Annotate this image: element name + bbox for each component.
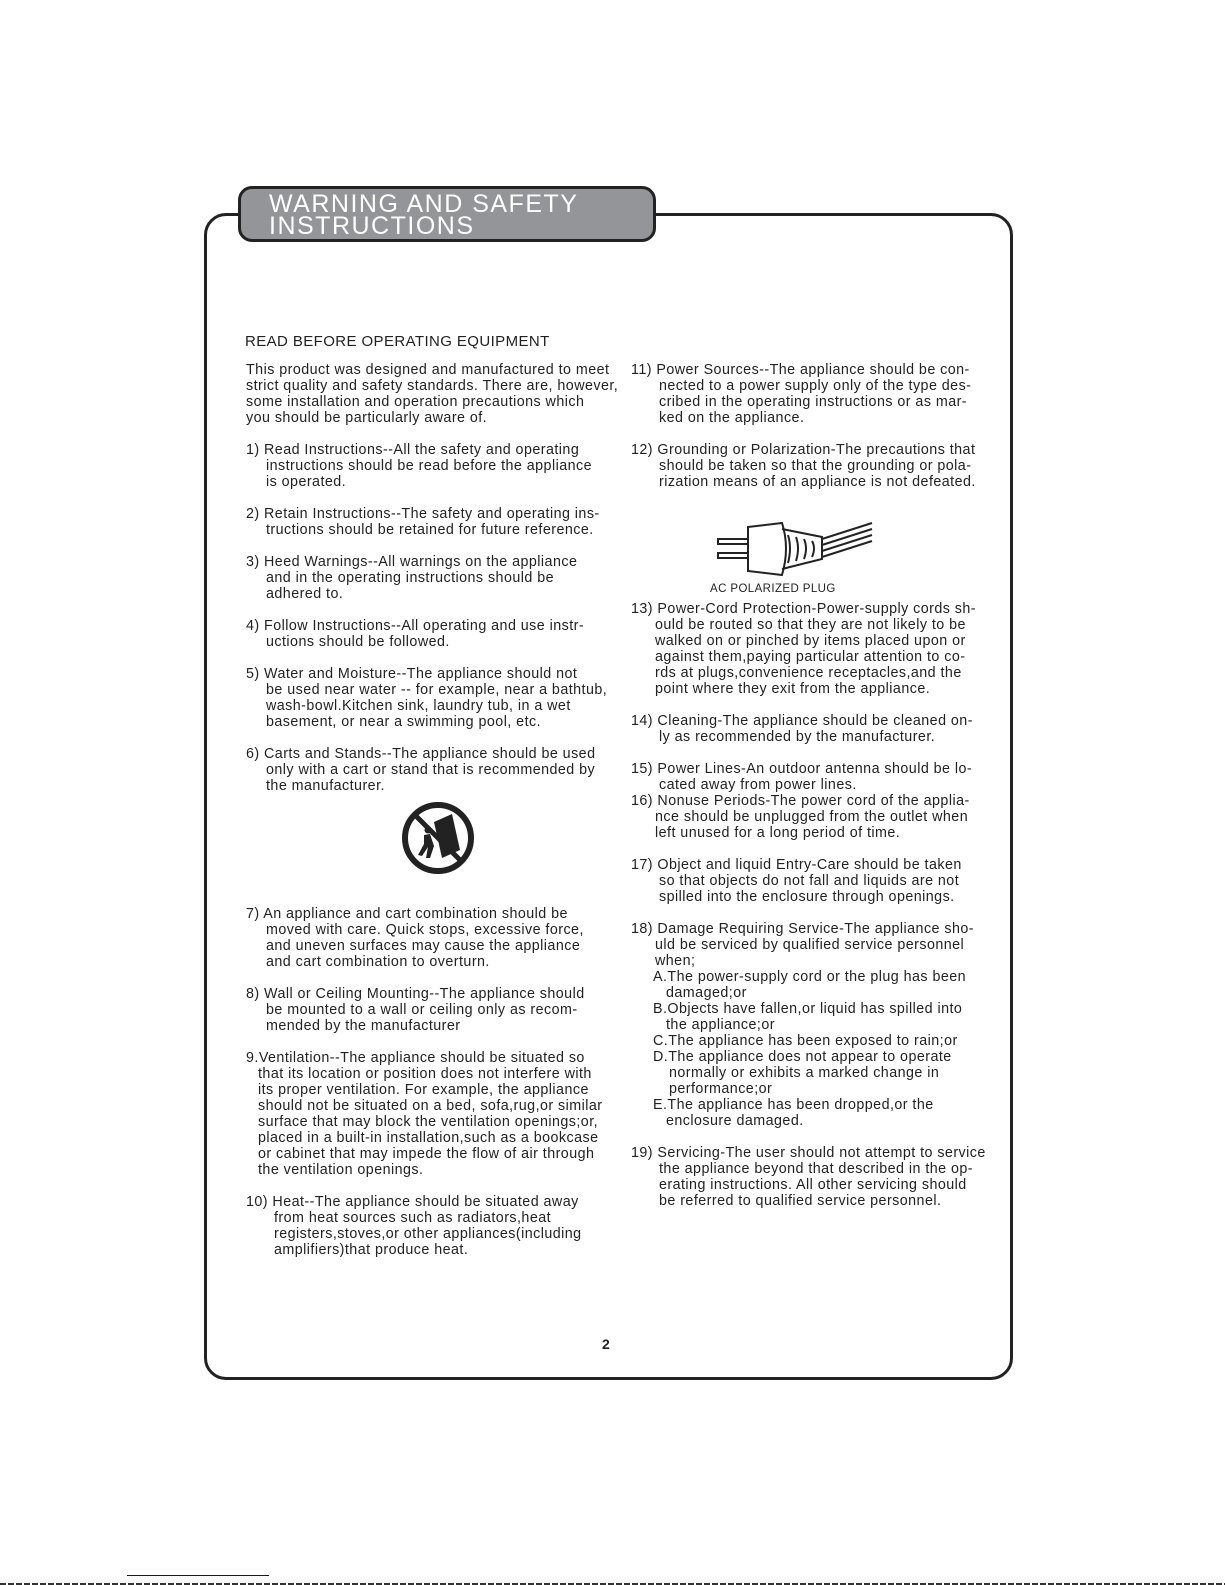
text-line: against them,paying particular attention to co- (655, 649, 966, 665)
text-line: should be taken so that the grounding or pola- (659, 458, 972, 474)
text-line: performance;or (669, 1081, 773, 1097)
right-paragraph-8 (631, 921, 1011, 1129)
text-line: ould be routed so that they are not likely to be (655, 617, 966, 633)
text-line: E.The appliance has been dropped,or the (653, 1097, 934, 1113)
right-paragraph-4 (631, 713, 1011, 745)
text-line: 1) Read Instructions--All the safety and operating (246, 442, 580, 458)
left-paragraph-3 (246, 506, 626, 538)
text-line: nce should be unplugged from the outlet when (655, 809, 969, 825)
right-paragraph-1 (631, 362, 1011, 426)
text-line: only with a cart or stand that is recommended by (266, 762, 596, 778)
text-line: wash-bowl.Kitchen sink, laundry tub, in a wet (266, 698, 571, 714)
text-line: left unused for a long period of time. (655, 825, 901, 841)
text-line: walked on or pinched by items placed upon or (655, 633, 966, 649)
right-paragraph-7 (631, 857, 1011, 905)
text-line: 13) Power-Cord Protection-Power-supply cords sh- (631, 601, 976, 617)
text-line: enclosure damaged. (666, 1113, 804, 1129)
text-line: the appliance beyond that described in the op- (659, 1161, 973, 1177)
text-line: when; (655, 953, 696, 969)
text-line: cribed in the operating instructions or as mar- (659, 394, 968, 410)
text-line: B.Objects have fallen,or liquid has spilled into (653, 1001, 963, 1017)
text-line: 10) Heat--The appliance should be situated away (246, 1194, 579, 1210)
text-line: 9.Ventilation--The appliance should be situated so (246, 1050, 585, 1066)
text-line: some installation and operation precautions which (246, 394, 585, 410)
page-number: 2 (602, 1336, 610, 1352)
right-paragraph-6 (631, 793, 1011, 841)
text-line: 12) Grounding or Polarization-The precautions that (631, 442, 976, 458)
ac-polarized-plug-icon (712, 515, 877, 585)
text-line: 11) Power Sources--The appliance should be con- (631, 362, 970, 378)
text-line: surface that may block the ventilation openings;or, (258, 1114, 599, 1130)
text-line: This product was designed and manufactured to meet (246, 362, 610, 378)
right-paragraph-5 (631, 761, 1011, 793)
left-paragraph-4 (246, 554, 626, 602)
text-line: spilled into the enclosure through openings. (659, 889, 955, 905)
text-line: be used near water -- for example, near a bathtub, (266, 682, 608, 698)
text-line: ked on the appliance. (659, 410, 805, 426)
text-line: amplifiers)that produce heat. (274, 1242, 469, 1258)
text-line: 16) Nonuse Periods-The power cord of the applia- (631, 793, 970, 809)
text-line: cated away from power lines. (659, 777, 857, 793)
right-paragraph-2 (631, 442, 1011, 490)
underline-mark (127, 1575, 269, 1576)
text-line: the ventilation openings. (258, 1162, 424, 1178)
text-line: 2) Retain Instructions--The safety and operating ins- (246, 506, 600, 522)
section-heading: READ BEFORE OPERATING EQUIPMENT (245, 333, 550, 350)
left-paragraph-11 (246, 1194, 626, 1258)
text-line: point where they exit from the appliance. (655, 681, 931, 697)
text-line: tructions should be retained for future reference. (266, 522, 594, 538)
text-line: 17) Object and liquid Entry-Care should be taken (631, 857, 962, 873)
text-line: should not be situated on a bed, sofa,rug,or similar (258, 1098, 603, 1114)
left-paragraph-5 (246, 618, 626, 650)
text-line: 3) Heed Warnings--All warnings on the appliance (246, 554, 578, 570)
text-line: normally or exhibits a marked change in (669, 1065, 940, 1081)
section-title-tab (238, 186, 656, 242)
text-line: uld be serviced by qualified service personnel (655, 937, 965, 953)
text-line: adhered to. (266, 586, 344, 602)
right-paragraph-9 (631, 1145, 1011, 1209)
text-line: instructions should be read before the appliance (266, 458, 593, 474)
left-paragraph-2 (246, 442, 626, 490)
text-line: 6) Carts and Stands--The appliance should be used (246, 746, 596, 762)
text-line: its proper ventilation. For example, the appliance (258, 1082, 589, 1098)
left-paragraph-7 (246, 746, 626, 794)
text-line: 18) Damage Requiring Service-The appliance sho- (631, 921, 974, 937)
text-line: and cart combination to overturn. (266, 954, 490, 970)
text-line: C.The appliance has been exposed to rain;or (653, 1033, 958, 1049)
text-line: the appliance;or (666, 1017, 775, 1033)
section-title-line1: WARNING AND SAFETY (269, 190, 579, 218)
text-line: 5) Water and Moisture--The appliance should not (246, 666, 578, 682)
right-paragraph-3 (631, 601, 1011, 697)
text-line: 14) Cleaning-The appliance should be cleaned on- (631, 713, 973, 729)
text-line: uctions should be followed. (266, 634, 450, 650)
left-paragraph-6 (246, 666, 626, 730)
text-line: D.The appliance does not appear to operate (653, 1049, 952, 1065)
text-line: is operated. (266, 474, 347, 490)
text-line: nected to a power supply only of the type des- (659, 378, 972, 394)
text-line: damaged;or (666, 985, 747, 1001)
text-line: and in the operating instructions should be (266, 570, 554, 586)
text-line: mended by the manufacturer (266, 1018, 461, 1034)
text-line: 19) Servicing-The user should not attempt to service (631, 1145, 986, 1161)
plug-caption: AC POLARIZED PLUG (710, 583, 836, 595)
text-line: rization means of an appliance is not defeated. (659, 474, 976, 490)
text-line: strict quality and safety standards. There are, however, (246, 378, 619, 394)
text-line: registers,stoves,or other appliances(including (274, 1226, 582, 1242)
text-line: and uneven surfaces may cause the appliance (266, 938, 581, 954)
text-line: be mounted to a wall or ceiling only as recom- (266, 1002, 578, 1018)
text-line: or cabinet that may impede the flow of air through (258, 1146, 595, 1162)
text-line: 7) An appliance and cart combination should be (246, 906, 568, 922)
text-line: rds at plugs,convenience receptacles,and the (655, 665, 962, 681)
text-line: that its location or position does not interfere with (258, 1066, 592, 1082)
text-line: placed in a built-in installation,such as a bookcase (258, 1130, 599, 1146)
text-line: basement, or near a swimming pool, etc. (266, 714, 542, 730)
text-line: 4) Follow Instructions--All operating and use instr- (246, 618, 585, 634)
text-line: 8) Wall or Ceiling Mounting--The appliance should (246, 986, 585, 1002)
text-line: the manufacturer. (266, 778, 385, 794)
text-line: ly as recommended by the manufacturer. (659, 729, 936, 745)
text-line: so that objects do not fall and liquids are not (659, 873, 960, 889)
text-line: from heat sources such as radiators,heat (274, 1210, 552, 1226)
section-title-line2: INSTRUCTIONS (269, 212, 475, 240)
text-line: be referred to qualified service personnel. (659, 1193, 942, 1209)
text-line: moved with care. Quick stops, excessive force, (266, 922, 584, 938)
cart-tip-over-warning-icon (400, 800, 478, 876)
left-paragraph-10 (246, 1050, 626, 1178)
text-line: 15) Power Lines-An outdoor antenna should be lo- (631, 761, 973, 777)
text-line: you should be particularly aware of. (246, 410, 488, 426)
right-column (631, 362, 1011, 1225)
text-line: erating instructions. All other servicing should (659, 1177, 967, 1193)
left-paragraph-8 (246, 906, 626, 970)
left-paragraph-1 (246, 362, 626, 426)
left-paragraph-9 (246, 986, 626, 1034)
text-line: A.The power-supply cord or the plug has been (653, 969, 967, 985)
